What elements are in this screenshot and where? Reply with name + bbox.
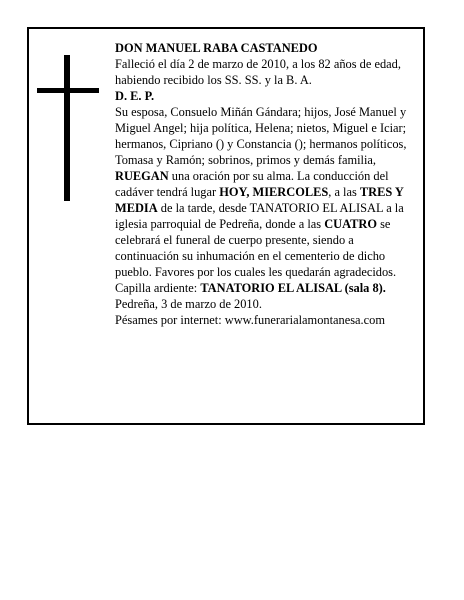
ruegan-label: RUEGAN [115,169,169,183]
cross-horizontal-bar [37,88,99,93]
place-date: Pedreña, 3 de marzo de 2010. [115,297,262,311]
procession-time: TRES Y MEDIA [115,185,404,215]
request-text-1: una oración por su alma. La conducción del cadáver tendrá lugar [115,169,389,199]
request-text-2: , a las [328,185,360,199]
death-statement: Falleció el día 2 de marzo de 2010, a los 82 años de edad, habiendo recibido los SS. SS. y la B. A. [115,57,401,87]
chapel-location: TANATORIO EL ALISAL (sala 8). [200,281,386,295]
family-list: Su esposa, Consuelo Miñán Gándara; hijos, José Manuel y Miguel Angel; hija política, Helena; nietos, Miguel e Iciar; hermanos, Cipriano () y Constancia (); hermanos políticos, Tomasa y Ramón; sobrinos, primos y demás familia, [115,105,407,167]
funeral-day: HOY, MIERCOLES [219,185,329,199]
request-text-4: se celebrará el funeral de cuerpo presente, siendo a continuación su inhumación en el cementerio de dicho pueblo. Favores por los cuales les quedarán agradecidos. Capilla ardiente: [115,217,397,295]
obituary-notice [27,27,425,425]
service-time: CUATRO [324,217,377,231]
condolences-link: Pésames por internet: www.funerarialamontanesa.com [115,313,385,327]
rest-in-peace: D. E. P. [115,89,155,103]
notice-text [115,40,417,328]
request-text-3: de la tarde, desde TANATORIO EL ALISAL a la iglesia parroquial de Pedreña, donde a las [115,201,404,231]
funeral-request [115,168,417,296]
deceased-name: DON MANUEL RABA CASTANEDO [115,41,318,55]
cross-icon [37,55,99,201]
cross-vertical-bar [64,55,70,201]
